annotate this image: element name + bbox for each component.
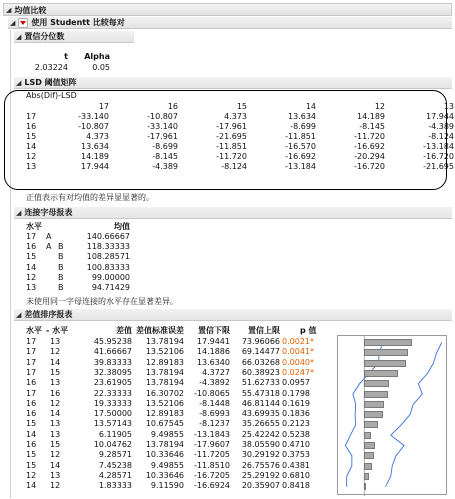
quantile-t-value: 2.03224 bbox=[34, 63, 68, 72]
ordered-stderr: 10.33646 bbox=[145, 450, 184, 460]
lsd-caption: Abs(Dif)-LSD bbox=[26, 91, 77, 100]
ordered-minus-level: 14 bbox=[50, 460, 61, 470]
lsd-row bbox=[26, 162, 454, 172]
ordered-diff: 32.38095 bbox=[93, 367, 132, 377]
ordered-upper: 20.35907 bbox=[241, 481, 280, 491]
diff-bar bbox=[364, 370, 398, 377]
diff-bar bbox=[364, 349, 408, 356]
lsd-cell: -8.699 bbox=[290, 122, 316, 131]
ordered-minus-level: 13 bbox=[50, 470, 61, 480]
ordered-level: 16 bbox=[26, 378, 37, 388]
ordered-level: 16 bbox=[26, 409, 37, 419]
diff-bar bbox=[364, 411, 382, 418]
lsd-row bbox=[26, 142, 454, 152]
letters-letter-b: B bbox=[58, 262, 64, 272]
lsd-row-label: 16 bbox=[26, 122, 37, 131]
red-triangle-menu-icon[interactable] bbox=[18, 18, 28, 28]
lsd-cell: -17.961 bbox=[216, 122, 247, 131]
ordered-upper: 55.47318 bbox=[241, 388, 280, 398]
ordered-diff: 23.61905 bbox=[93, 378, 132, 388]
lsd-cell: -33.140 bbox=[147, 122, 178, 131]
lsd-header[interactable]: ◢ LSD 阈值矩阵 bbox=[14, 77, 452, 89]
ordered-p-value: 0.4381 bbox=[282, 460, 310, 470]
lsd-cell: 17.944 bbox=[81, 162, 109, 171]
ordered-diff: 22.33333 bbox=[93, 388, 132, 398]
ordered-minus-level: 16 bbox=[50, 388, 61, 398]
ordered-lower: -17.9607 bbox=[194, 440, 230, 449]
lsd-cell: -10.807 bbox=[78, 122, 109, 131]
ordered-p-value: 0.0021* bbox=[282, 337, 314, 346]
letters-header[interactable]: ◢ 连接字母报表 bbox=[14, 207, 452, 219]
ordered-upper: 26.75576 bbox=[241, 460, 280, 470]
diff-bar-chart bbox=[337, 335, 447, 495]
lsd-cell: 4.373 bbox=[224, 112, 247, 121]
ordered-level: 16 bbox=[26, 440, 37, 449]
ordered-stderr: 9.49855 bbox=[150, 460, 184, 470]
ordered-stderr: 13.78194 bbox=[145, 440, 184, 449]
lsd-column-label: 13 bbox=[443, 102, 454, 111]
lsd-cell: -10.807 bbox=[147, 112, 178, 121]
lsd-note: 正值表示有对均值的差异显显著的。 bbox=[26, 193, 154, 202]
ordered-lower: -16.6924 bbox=[194, 481, 230, 491]
lsd-cell: -20.294 bbox=[354, 152, 385, 161]
ordered-stderr: 9.11590 bbox=[150, 481, 184, 491]
ordered-p-value: 0.0041* bbox=[282, 347, 314, 357]
ordered-col-level: 水平 bbox=[26, 326, 42, 335]
ordered-stderr: 10.67545 bbox=[145, 419, 184, 429]
ordered-col-diff: 差值 bbox=[116, 326, 132, 335]
ordered-diff: 1.83333 bbox=[98, 481, 132, 491]
ordered-level: 17 bbox=[26, 388, 37, 398]
report-title[interactable]: ◢ 均值比较 bbox=[6, 5, 47, 15]
collapse-triangle-icon[interactable]: ◢ bbox=[16, 78, 22, 87]
lsd-matrix bbox=[26, 102, 454, 172]
lsd-cell: 17.944 bbox=[426, 112, 454, 121]
diff-bar bbox=[364, 421, 378, 428]
lsd-cell: 14.189 bbox=[357, 112, 385, 121]
ordered-level: 15 bbox=[26, 450, 37, 460]
ordered-level: 17 bbox=[26, 347, 37, 357]
lsd-cell: -33.140 bbox=[78, 112, 109, 121]
ordered-level: 16 bbox=[26, 398, 37, 408]
diff-bar bbox=[364, 401, 384, 408]
ordered-lower: 13.6340 bbox=[196, 357, 230, 367]
ordered-level: 15 bbox=[26, 460, 37, 470]
letters-letter-a: A bbox=[46, 242, 52, 252]
letters-level: 13 bbox=[26, 283, 37, 292]
collapse-triangle-icon[interactable]: ◢ bbox=[16, 310, 22, 319]
ordered-col-lower: 置信下限 bbox=[198, 326, 230, 335]
ordered-p-value: 0.0247* bbox=[282, 367, 314, 377]
letters-col-level: 水平 bbox=[26, 222, 42, 231]
ordered-stderr: 16.30702 bbox=[145, 388, 184, 398]
lsd-cell: 13.634 bbox=[81, 142, 109, 151]
lsd-cell: 13.634 bbox=[288, 112, 316, 121]
letters-mean: 94.71429 bbox=[91, 283, 130, 292]
lsd-cell: -8.699 bbox=[152, 142, 178, 151]
lsd-cell: -8.124 bbox=[221, 162, 247, 171]
ordered-level: 14 bbox=[26, 481, 37, 491]
ordered-minus-level: 15 bbox=[50, 440, 61, 449]
ordered-lower: 17.9441 bbox=[196, 337, 230, 346]
letters-level: 12 bbox=[26, 272, 37, 282]
ordered-lower: -4.3892 bbox=[199, 378, 230, 388]
ordered-upper: 60.38923 bbox=[241, 367, 280, 377]
ordered-upper: 25.29192 bbox=[241, 470, 280, 480]
ordered-diff: 17.50000 bbox=[93, 409, 132, 419]
lsd-cell: -16.692 bbox=[285, 152, 316, 161]
quantile-header[interactable]: ◢ 置信分位数 bbox=[14, 31, 134, 43]
ordered-diff: 13.57143 bbox=[93, 419, 132, 429]
lsd-column-header-row bbox=[26, 102, 454, 112]
ordered-minus-level: 15 bbox=[50, 367, 61, 377]
ordered-minus-level: 13 bbox=[50, 429, 61, 439]
diff-bar bbox=[364, 339, 412, 346]
lsd-cell: -13.184 bbox=[285, 162, 316, 171]
ordered-lower: -13.1843 bbox=[194, 429, 230, 439]
lsd-column-label: 15 bbox=[236, 102, 247, 111]
lsd-row-label: 15 bbox=[26, 132, 37, 141]
diff-bar bbox=[364, 360, 406, 367]
ordered-lower: -8.6993 bbox=[199, 409, 230, 419]
ordered-p-value: 0.0040* bbox=[282, 357, 314, 367]
ordered-diff: 10.04762 bbox=[93, 440, 132, 449]
ordered-p-value: 0.5238 bbox=[282, 429, 310, 439]
ordered-p-value: 0.1619 bbox=[282, 398, 310, 408]
lsd-column-label: 14 bbox=[305, 102, 316, 111]
diff-bar bbox=[364, 442, 375, 449]
ordered-col-upper: 置信上限 bbox=[248, 326, 280, 335]
ordered-minus-level: 12 bbox=[50, 481, 61, 491]
lsd-cell: -8.145 bbox=[359, 122, 385, 131]
lsd-cell: 14.189 bbox=[81, 152, 109, 161]
ordered-stderr: 12.89183 bbox=[145, 357, 184, 367]
lsd-cell: -4.389 bbox=[428, 122, 454, 131]
letters-letter-a: A bbox=[46, 232, 52, 241]
ordered-p-value: 0.2123 bbox=[282, 419, 310, 429]
ordered-stderr: 13.78194 bbox=[145, 378, 184, 388]
ordered-upper: 46.81144 bbox=[241, 398, 280, 408]
ordered-p-value: 0.1836 bbox=[282, 409, 310, 419]
lsd-cell: -4.389 bbox=[152, 162, 178, 171]
letters-col-mean: 均值 bbox=[114, 222, 130, 231]
letters-letter-b: B bbox=[58, 242, 64, 252]
quantile-col-alpha: Alpha bbox=[84, 52, 110, 61]
ordered-col-minus-level: - 水平 bbox=[46, 326, 69, 335]
collapse-triangle-icon[interactable]: ◢ bbox=[16, 32, 22, 41]
lsd-cell: -13.184 bbox=[423, 142, 454, 151]
ordered-diff: 39.83333 bbox=[93, 357, 132, 367]
diff-bar bbox=[364, 452, 374, 459]
collapse-triangle-icon[interactable]: ◢ bbox=[10, 18, 16, 27]
lsd-row-label: 14 bbox=[26, 142, 37, 151]
ordered-lower: 14.1886 bbox=[196, 347, 230, 357]
ordered-stderr: 10.33646 bbox=[145, 470, 184, 480]
lsd-cell: -21.695 bbox=[423, 162, 454, 171]
ordered-level: 12 bbox=[26, 470, 37, 480]
diff-bar bbox=[364, 463, 372, 470]
ordered-upper: 66.03268 bbox=[241, 357, 280, 367]
letters-mean: 108.28571 bbox=[86, 252, 130, 262]
letters-mean: 140.66667 bbox=[86, 232, 130, 241]
diff-bar bbox=[364, 483, 366, 490]
ordered-diff: 6.11905 bbox=[98, 429, 132, 439]
ordered-lower: -8.1237 bbox=[199, 419, 230, 429]
ordered-diff: 9.28571 bbox=[98, 450, 132, 460]
ordered-minus-level: 12 bbox=[50, 450, 61, 460]
lsd-row-label: 17 bbox=[26, 112, 37, 121]
ordered-diff: 4.28571 bbox=[98, 470, 132, 480]
letters-letter-b: B bbox=[58, 272, 64, 282]
lsd-cell: 4.373 bbox=[86, 132, 109, 141]
lsd-cell: -11.851 bbox=[285, 132, 316, 141]
ordered-p-value: 0.0957 bbox=[282, 378, 310, 388]
lsd-cell: -8.124 bbox=[428, 132, 454, 141]
lsd-cell: -16.692 bbox=[354, 142, 385, 151]
ordered-diff: 19.33333 bbox=[93, 398, 132, 408]
lsd-row-label: 13 bbox=[26, 162, 37, 171]
lsd-cell: -17.961 bbox=[147, 132, 178, 141]
diff-bar bbox=[364, 473, 368, 480]
ordered-level: 17 bbox=[26, 357, 37, 367]
lsd-row bbox=[26, 122, 454, 132]
diff-bar bbox=[364, 432, 370, 439]
report-title-bar[interactable] bbox=[3, 3, 452, 16]
letters-letter-b: B bbox=[58, 252, 64, 262]
lsd-cell: -11.851 bbox=[216, 142, 247, 151]
ordered-minus-level: 13 bbox=[50, 378, 61, 388]
lsd-cell: -11.720 bbox=[216, 152, 247, 161]
ordered-stderr: 12.89183 bbox=[145, 409, 184, 419]
ordered-p-value: 0.3753 bbox=[282, 450, 310, 460]
ordered-upper: 51.62733 bbox=[241, 378, 280, 388]
ordered-stderr: 13.78194 bbox=[145, 367, 184, 377]
ordered-stderr: 9.49855 bbox=[150, 429, 184, 439]
quantile-col-t: t bbox=[64, 52, 68, 61]
letters-letter-b: B bbox=[58, 283, 64, 292]
lsd-cell: -16.720 bbox=[423, 152, 454, 161]
letters-level: 17 bbox=[26, 232, 37, 241]
ordered-minus-level: 14 bbox=[50, 357, 61, 367]
ordered-level: 17 bbox=[26, 337, 37, 346]
ordered-minus-level: 12 bbox=[50, 347, 61, 357]
comparison-header[interactable]: ◢ 使用 Studentt 比较每对 bbox=[8, 17, 452, 29]
lsd-row bbox=[26, 152, 454, 162]
ordered-lower: -10.8065 bbox=[194, 388, 230, 398]
ordered-upper: 73.96066 bbox=[241, 337, 280, 346]
ordered-upper: 38.05590 bbox=[241, 440, 280, 449]
ordered-lower: -8.1448 bbox=[199, 398, 230, 408]
ordered-stderr: 13.52106 bbox=[145, 398, 184, 408]
ordered-header[interactable]: ◢ 差值排序报表 bbox=[14, 309, 452, 321]
ordered-stderr: 13.52106 bbox=[145, 347, 184, 357]
ordered-upper: 30.29192 bbox=[241, 450, 280, 460]
ordered-minus-level: 14 bbox=[50, 409, 61, 419]
ordered-upper: 25.42242 bbox=[241, 429, 280, 439]
lsd-cell: -16.570 bbox=[285, 142, 316, 151]
lsd-cell: -21.695 bbox=[216, 132, 247, 141]
ordered-lower: -11.8510 bbox=[194, 460, 230, 470]
ordered-diff: 41.66667 bbox=[93, 347, 132, 357]
ordered-level: 15 bbox=[26, 419, 37, 429]
ordered-upper: 43.69935 bbox=[241, 409, 280, 419]
ordered-p-value: 0.6810 bbox=[282, 470, 310, 480]
ordered-diff: 45.95238 bbox=[93, 337, 132, 346]
ordered-stderr: 13.78194 bbox=[145, 337, 184, 346]
lsd-row bbox=[26, 112, 454, 122]
letters-mean: 118.33333 bbox=[86, 242, 130, 252]
lsd-row-label: 12 bbox=[26, 152, 37, 161]
ordered-diff: 7.45238 bbox=[98, 460, 132, 470]
ordered-minus-level: 12 bbox=[50, 398, 61, 408]
ordered-upper: 69.14477 bbox=[241, 347, 280, 357]
letters-note: 未使用同一字母连接的水平存在显著差异。 bbox=[26, 297, 178, 306]
ordered-col-p: p 值 bbox=[300, 326, 317, 335]
ordered-lower: 4.3727 bbox=[202, 367, 230, 377]
ordered-level: 14 bbox=[26, 429, 37, 439]
ordered-minus-level: 13 bbox=[50, 337, 61, 346]
letters-level: 15 bbox=[26, 252, 37, 262]
letters-level: 16 bbox=[26, 242, 37, 252]
lsd-cell: -16.720 bbox=[354, 162, 385, 171]
ordered-level: 17 bbox=[26, 367, 37, 377]
ordered-upper: 35.26655 bbox=[241, 419, 280, 429]
collapse-triangle-icon[interactable]: ◢ bbox=[16, 208, 22, 217]
ordered-p-value: 0.4710 bbox=[282, 440, 310, 449]
ordered-col-stderr: 差值标准误差 bbox=[136, 326, 184, 335]
lsd-cell: -8.145 bbox=[152, 152, 178, 161]
quantile-alpha-value: 0.05 bbox=[92, 63, 110, 72]
ordered-p-value: 0.1798 bbox=[282, 388, 310, 398]
diff-bar bbox=[364, 380, 389, 387]
lsd-row bbox=[26, 132, 454, 142]
lsd-column-label: 12 bbox=[374, 102, 385, 111]
letters-level: 14 bbox=[26, 262, 37, 272]
ordered-lower: -11.7205 bbox=[194, 450, 230, 460]
diff-bar bbox=[364, 391, 387, 398]
collapse-triangle-icon[interactable]: ◢ bbox=[6, 6, 12, 14]
lsd-cell: -11.720 bbox=[354, 132, 385, 141]
lsd-column-label: 17 bbox=[98, 102, 109, 111]
lsd-column-label: 16 bbox=[167, 102, 178, 111]
letters-mean: 100.83333 bbox=[86, 262, 130, 272]
letters-mean: 99.00000 bbox=[91, 272, 130, 282]
ordered-lower: -16.7205 bbox=[194, 470, 230, 480]
ordered-p-value: 0.8418 bbox=[282, 481, 310, 491]
ordered-minus-level: 13 bbox=[50, 419, 61, 429]
